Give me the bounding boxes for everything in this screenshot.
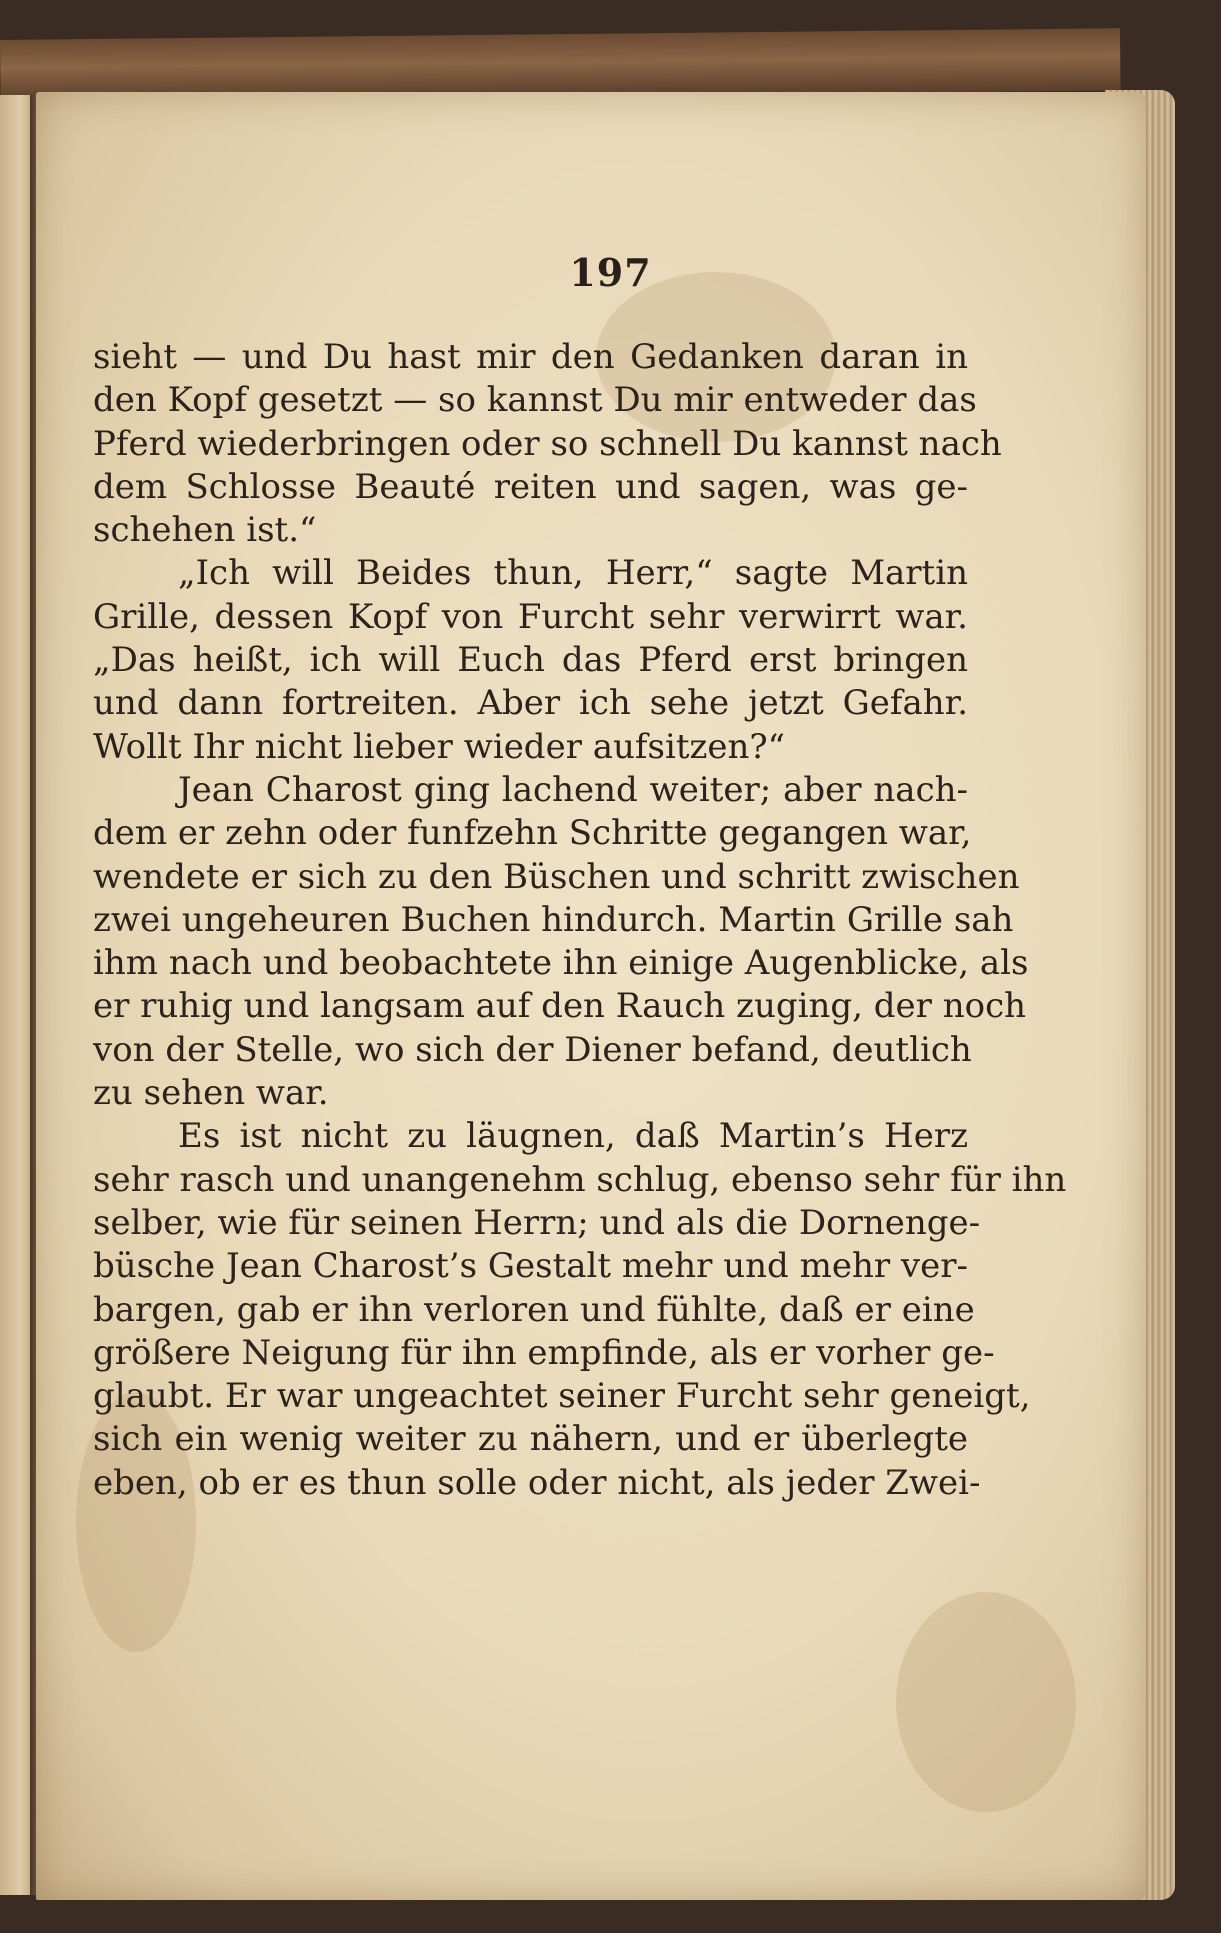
text-line: Pferd wiederbringen oder so schnell Du kannst nach — [93, 423, 1002, 464]
text-line: und dann fortreiten. Aber ich sehe jetzt Gefahr. — [93, 683, 968, 724]
text-line: zu sehen war. — [93, 1073, 329, 1114]
book-cover-edge — [0, 28, 1121, 102]
text-line: büsche Jean Charost’s Gestalt mehr und mehr ver- — [93, 1246, 968, 1287]
page-number: 197 — [569, 250, 652, 295]
text-line: glaubt. Er war ungeachtet seiner Furcht sehr geneigt, — [93, 1376, 1031, 1417]
text-line: „Ich will Beides thun, Herr,“ sagte Martin — [178, 553, 968, 594]
text-line: zwei ungeheuren Buchen hindurch. Martin Grille sah — [93, 899, 1014, 940]
text-line: „Das heißt, ich will Euch das Pferd erst bringen — [93, 640, 968, 681]
text-line: sieht — und Du hast mir den Gedanken daran in — [93, 337, 968, 377]
text-line: wendete er sich zu den Büschen und schritt zwischen — [93, 856, 1020, 897]
text-line: sich ein wenig weiter zu nähern, und er überlegte — [93, 1419, 968, 1460]
text-line: Es ist nicht zu läugnen, daß Martin’s Herz — [178, 1116, 968, 1157]
text-line: Wollt Ihr nicht lieber wieder aufsitzen?“ — [93, 726, 786, 767]
text-line: bargen, gab er ihn verloren und fühlte, daß er eine — [93, 1289, 975, 1330]
text-line: Jean Charost ging lachend weiter; aber nach- — [178, 769, 968, 810]
text-line: sehr rasch und unangenehm schlug, ebenso sehr für ihn — [93, 1159, 1067, 1200]
body-text — [93, 336, 1067, 1505]
text-line: größere Neigung für ihn empfinde, als er vorher ge- — [93, 1332, 995, 1373]
text-line: dem Schlosse Beauté reiten und sagen, was ge- — [93, 466, 968, 507]
text-line: den Kopf gesetzt — so kannst Du mir entweder das — [93, 380, 977, 421]
text-line: er ruhig und langsam auf den Rauch zuging, der noch — [93, 986, 1027, 1027]
text-line: schehen ist.“ — [93, 510, 317, 551]
facing-page-edge — [0, 95, 34, 1895]
text-line: Grille, dessen Kopf von Furcht sehr verwirrt war. — [93, 596, 968, 637]
text-line: selber, wie für seinen Herrn; und als die Dornenge- — [93, 1202, 981, 1243]
text-line: eben, ob er es thun solle oder nicht, als jeder Zwei- — [93, 1462, 981, 1503]
text-line: von der Stelle, wo sich der Diener befand, deutlich — [93, 1029, 972, 1070]
text-line: dem er zehn oder funfzehn Schritte gegangen war, — [93, 813, 972, 854]
text-line: ihm nach und beobachtete ihn einige Augenblicke, als — [93, 943, 1029, 984]
paper-stain — [896, 1592, 1076, 1812]
